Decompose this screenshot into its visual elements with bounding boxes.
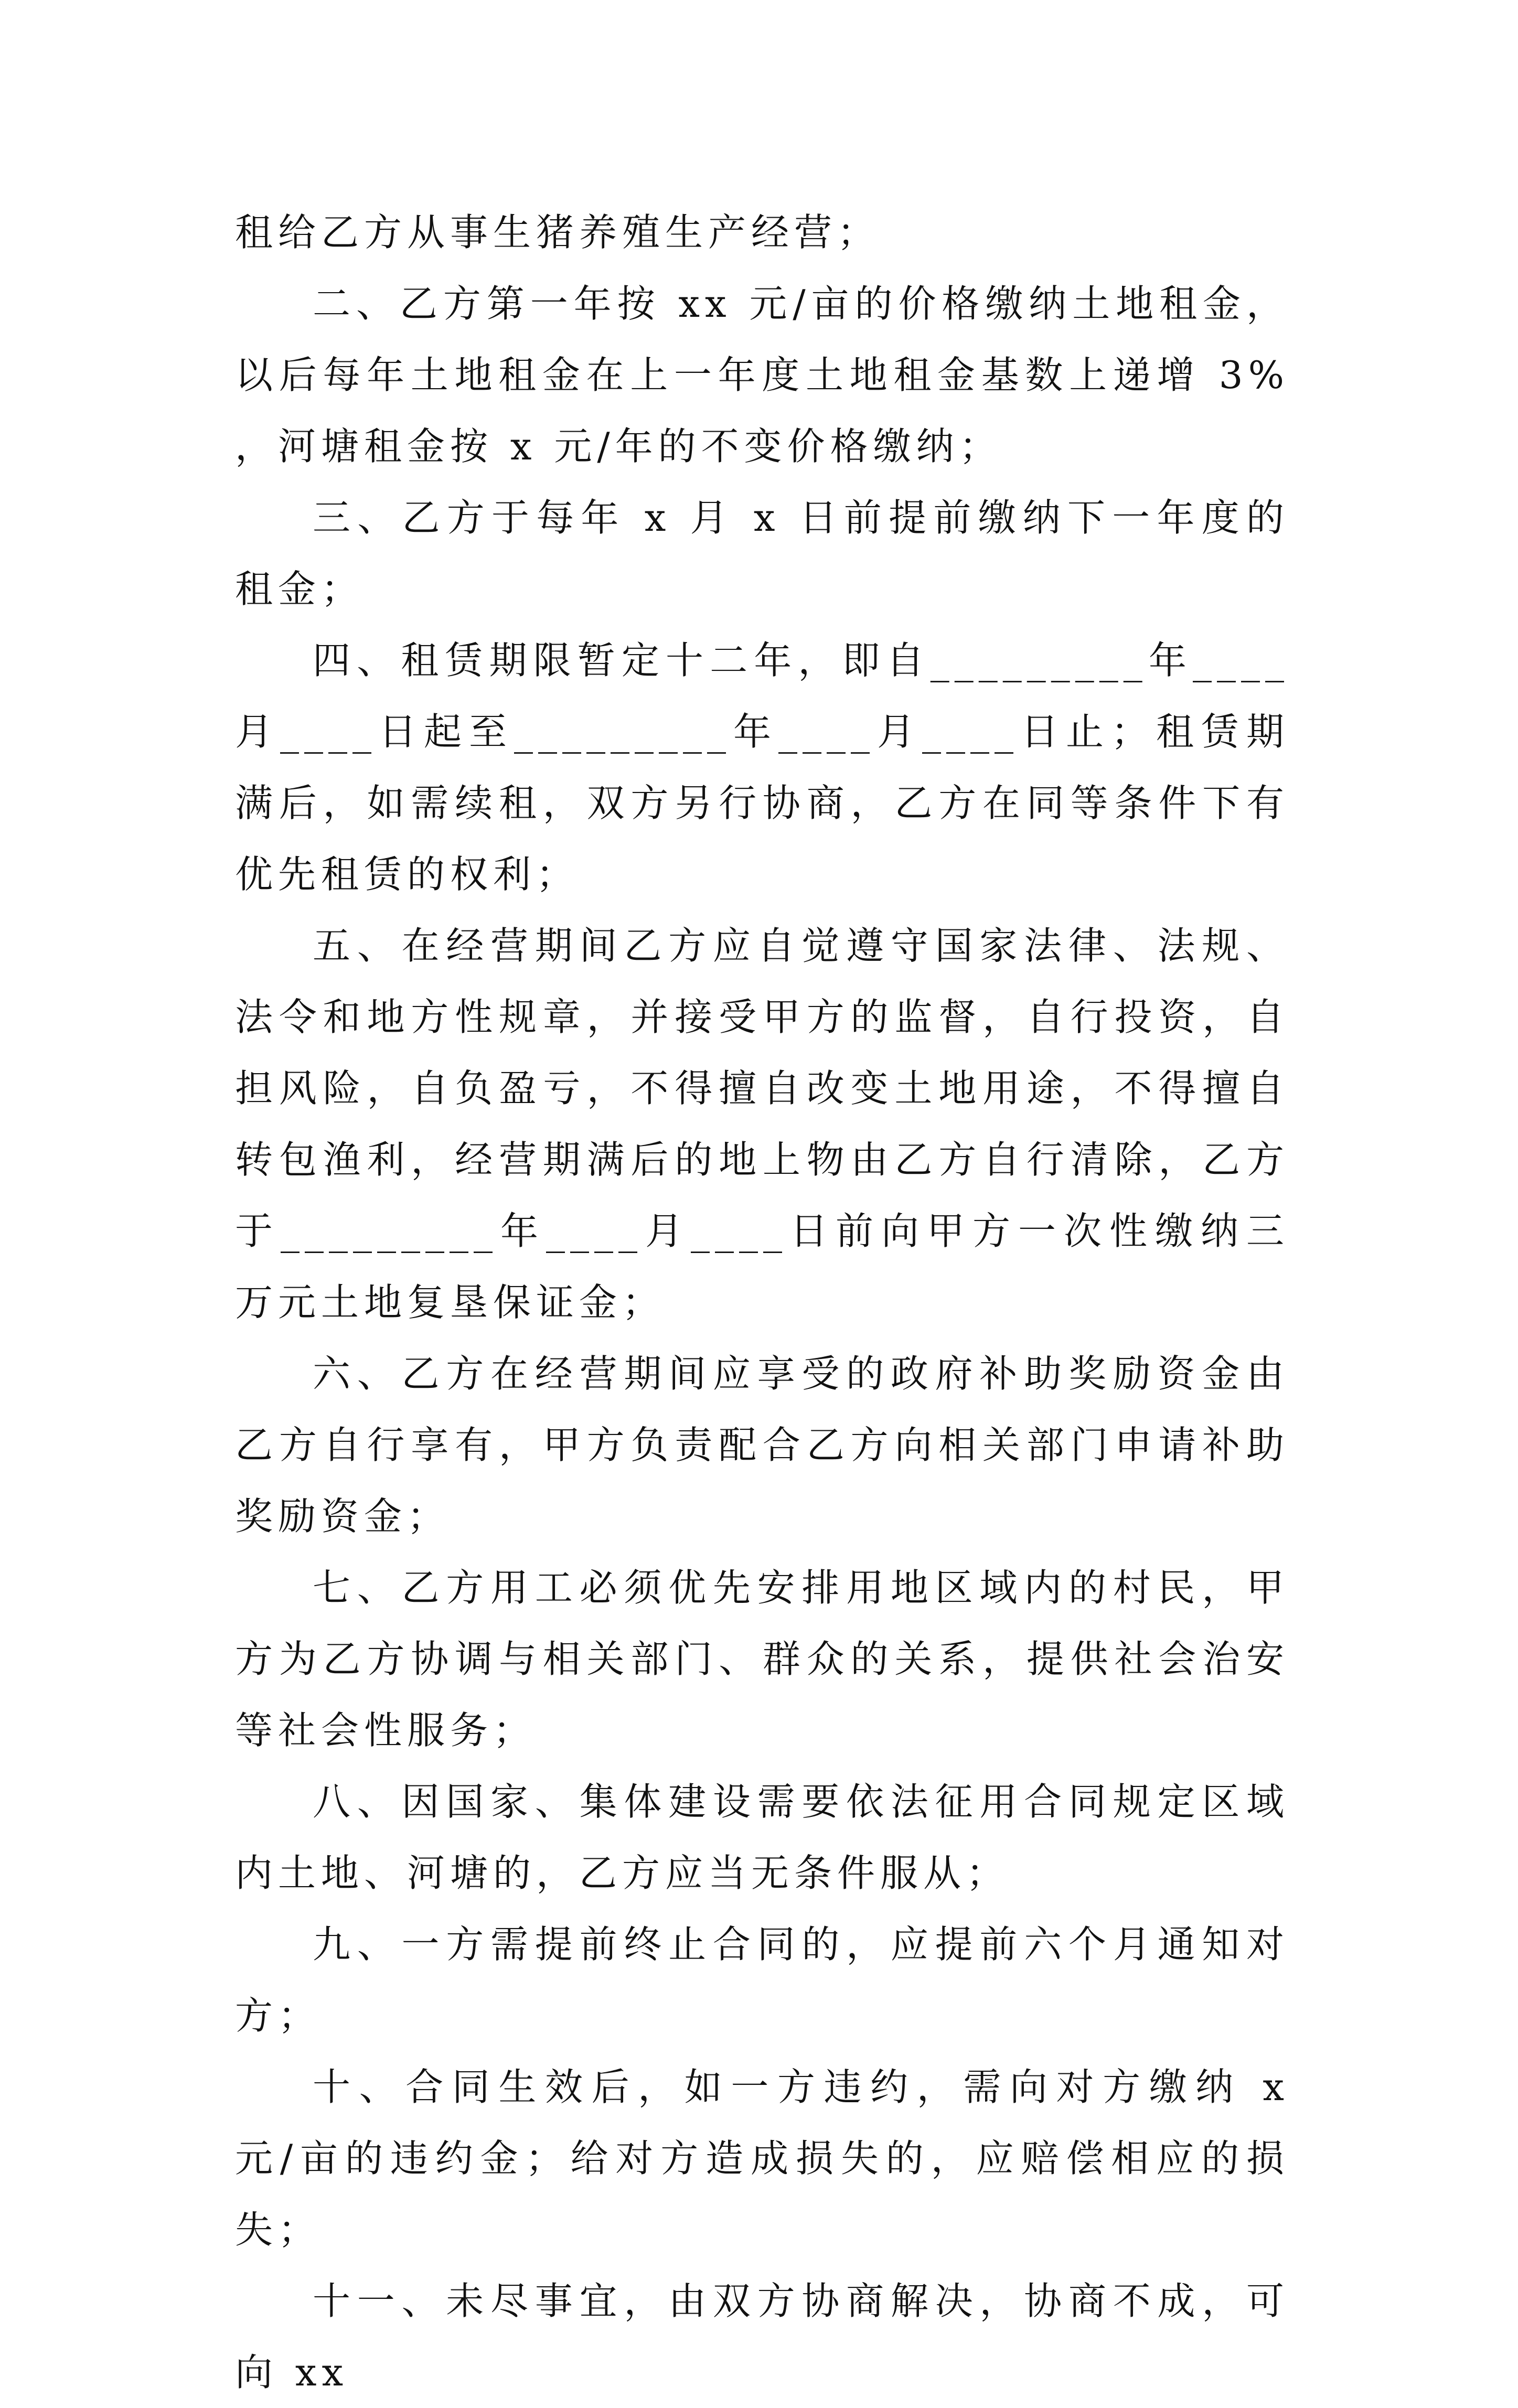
clause-10: 十、合同生效后，如一方违约，需向对方缴纳 x 元/亩的违约金；给对方造成损失的，应赔偿相应的损失； — [235, 2065, 1289, 2252]
clause-8: 八、因国家、集体建设需要依法征用合同规定区域内土地、河塘的，乙方应当无条件服从； — [235, 1780, 1289, 1895]
clause-9: 九、一方需提前终止合同的，应提前六个月通知对方； — [235, 1922, 1289, 2038]
paragraph-continuation: 租给乙方从事生猪养殖生产经营； — [235, 210, 881, 254]
clause-7: 七、乙方用工必须优先安排用地区域内的村民，甲方为乙方协调与相关部门、群众的关系，提供社会治安等社会性服务； — [235, 1566, 1289, 1752]
clause-6: 六、乙方在经营期间应享受的政府补助奖励资金由乙方自行享有，甲方负责配合乙方向相关部门申请补助奖励资金； — [235, 1352, 1289, 1538]
clause-2: 二、乙方第一年按 xx 元/亩的价格缴纳土地租金，以后每年土地租金在上一年度土地租金基数上递增 3% ，河塘租金按 x 元/年的不变价格缴纳； — [235, 282, 1289, 468]
clause-5: 五、在经营期间乙方应自觉遵守国家法律、法规、法令和地方性规章，并接受甲方的监督，自行投资，自担风险，自负盈亏，不得擅自改变土地用途，不得擅自转包渔利，经营期满后的地上物由乙方自行清除，乙方于_________年____月____日前向甲方一次性缴纳三万元土地复垦保证金； — [235, 924, 1289, 1324]
clause-11: 十一、未尽事宜，由双方协商解决，协商不成，可向 xx — [235, 2279, 1289, 2394]
clause-4: 四、租赁期限暂定十二年，即自_________年____月____日起至_________年____月____日止；租赁期满后，如需续租，双方另行协商，乙方在同等条件下有优先租赁的权利； — [235, 638, 1289, 896]
contract-body — [235, 197, 1289, 2408]
clause-3: 三、乙方于每年 x 月 x 日前提前缴纳下一年度的租金； — [235, 496, 1289, 611]
